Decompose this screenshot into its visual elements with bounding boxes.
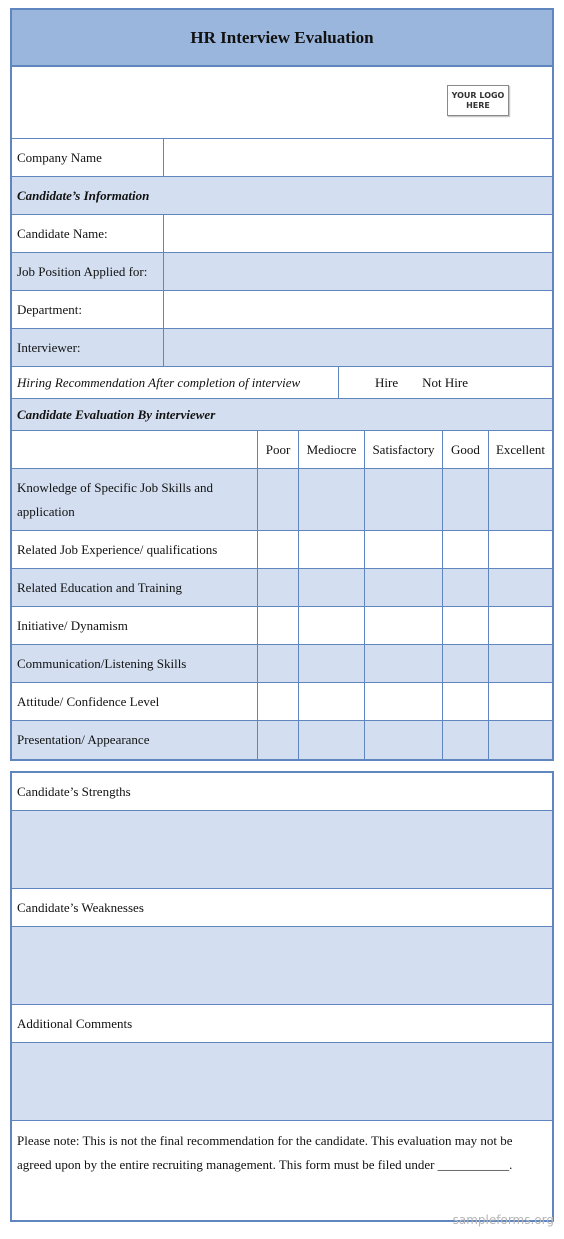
rating-header-poor: Poor	[258, 431, 299, 468]
department-label: Department:	[12, 291, 164, 328]
rating-header-satisfactory: Satisfactory	[365, 431, 443, 468]
rating-cell-mediocre[interactable]	[299, 531, 365, 568]
rating-cell-good[interactable]	[443, 531, 489, 568]
company-name-field[interactable]	[164, 139, 552, 176]
rating-cell-good[interactable]	[443, 469, 489, 530]
job-position-field[interactable]	[164, 253, 552, 290]
rating-cell-good[interactable]	[443, 645, 489, 682]
rating-cell-mediocre[interactable]	[299, 645, 365, 682]
rating-cell-mediocre[interactable]	[299, 569, 365, 606]
criterion-label: Related Education and Training	[12, 569, 258, 606]
form-title: HR Interview Evaluation	[190, 27, 374, 47]
evaluation-form	[10, 8, 554, 761]
rating-cell-satisfactory[interactable]	[365, 721, 443, 759]
form-header	[12, 10, 552, 67]
criterion-label: Knowledge of Specific Job Skills and application	[12, 469, 258, 530]
candidate-name-row	[12, 215, 552, 253]
rating-cell-excellent[interactable]	[489, 683, 552, 720]
company-name-row	[12, 139, 552, 177]
rating-header-mediocre: Mediocre	[299, 431, 365, 468]
weaknesses-field[interactable]	[12, 927, 552, 1005]
criterion-label: Initiative/ Dynamism	[12, 607, 258, 644]
strengths-label: Candidate’s Strengths	[17, 783, 131, 799]
department-field[interactable]	[164, 291, 552, 328]
rating-cell-excellent[interactable]	[489, 569, 552, 606]
rating-cell-good[interactable]	[443, 607, 489, 644]
rating-cell-good[interactable]	[443, 683, 489, 720]
logo-text-line1: YOUR LOGO	[451, 90, 505, 100]
recommendation-label: Hiring Recommendation After completion of interview	[12, 367, 339, 398]
table-row	[12, 721, 552, 759]
rating-header-excellent: Excellent	[495, 441, 546, 457]
rating-cell-poor[interactable]	[258, 469, 299, 530]
weaknesses-label: Candidate’s Weaknesses	[17, 899, 144, 915]
interviewer-label: Interviewer:	[12, 329, 164, 366]
strengths-field[interactable]	[12, 811, 552, 889]
rating-cell-satisfactory[interactable]	[365, 469, 443, 530]
table-row	[12, 645, 552, 683]
table-row	[12, 469, 552, 531]
logo-placeholder	[447, 85, 509, 116]
evaluation-heading-row	[12, 399, 552, 431]
weaknesses-heading-row	[12, 889, 552, 927]
hire-option[interactable]: Hire	[375, 374, 399, 390]
rating-cell-mediocre[interactable]	[299, 683, 365, 720]
criterion-label: Attitude/ Confidence Level	[12, 683, 258, 720]
rating-cell-poor[interactable]	[258, 531, 299, 568]
rating-cell-mediocre[interactable]	[299, 607, 365, 644]
rating-cell-satisfactory[interactable]	[365, 569, 443, 606]
candidate-info-heading-row	[12, 177, 552, 215]
notes-section	[10, 771, 554, 1222]
rating-cell-mediocre[interactable]	[299, 469, 365, 530]
criteria-header	[12, 431, 258, 468]
table-row	[12, 531, 552, 569]
comments-label: Additional Comments	[17, 1015, 133, 1031]
interviewer-field[interactable]	[164, 329, 552, 366]
logo-row	[12, 67, 552, 139]
candidate-name-field[interactable]	[164, 215, 552, 252]
table-row	[12, 607, 552, 645]
comments-heading-row	[12, 1005, 552, 1043]
company-name-label: Company Name	[12, 139, 164, 176]
rating-cell-poor[interactable]	[258, 569, 299, 606]
rating-cell-excellent[interactable]	[489, 531, 552, 568]
rating-cell-poor[interactable]	[258, 607, 299, 644]
rating-cell-satisfactory[interactable]	[365, 645, 443, 682]
rating-cell-good[interactable]	[443, 569, 489, 606]
rating-header-good: Good	[443, 431, 489, 468]
rating-cell-excellent[interactable]	[489, 607, 552, 644]
criterion-label: Presentation/ Appearance	[12, 721, 258, 759]
rating-cell-satisfactory[interactable]	[365, 683, 443, 720]
evaluation-heading: Candidate Evaluation By interviewer	[17, 406, 216, 422]
recommendation-row	[12, 367, 552, 399]
rating-header-row	[12, 431, 552, 469]
rating-cell-mediocre[interactable]	[299, 721, 365, 759]
department-row	[12, 291, 552, 329]
not-hire-option[interactable]: Not Hire	[422, 374, 468, 390]
job-position-row	[12, 253, 552, 291]
logo-text-line2: HERE	[466, 100, 490, 110]
rating-cell-good[interactable]	[443, 721, 489, 759]
rating-cell-excellent[interactable]	[489, 469, 552, 530]
rating-cell-poor[interactable]	[258, 645, 299, 682]
rating-cell-excellent[interactable]	[489, 645, 552, 682]
rating-cell-satisfactory[interactable]	[365, 531, 443, 568]
strengths-heading-row	[12, 773, 552, 811]
candidate-name-label: Candidate Name:	[12, 215, 164, 252]
footer-watermark: sampleforms.org	[452, 1213, 554, 1227]
criterion-label: Related Job Experience/ qualifications	[12, 531, 258, 568]
job-position-label: Job Position Applied for:	[12, 253, 164, 290]
interviewer-row	[12, 329, 552, 367]
candidate-info-heading: Candidate’s Information	[17, 187, 150, 203]
rating-cell-poor[interactable]	[258, 683, 299, 720]
table-row	[12, 569, 552, 607]
table-row	[12, 683, 552, 721]
comments-field[interactable]	[12, 1043, 552, 1121]
criterion-label: Communication/Listening Skills	[12, 645, 258, 682]
rating-cell-poor[interactable]	[258, 721, 299, 759]
rating-cell-excellent[interactable]	[489, 721, 552, 759]
please-note-text: Please note: This is not the final recommendation for the candidate. This evaluation may not be agreed upon by the entire recruiting management. This form must be filed under ___________.	[17, 1133, 513, 1172]
rating-cell-satisfactory[interactable]	[365, 607, 443, 644]
